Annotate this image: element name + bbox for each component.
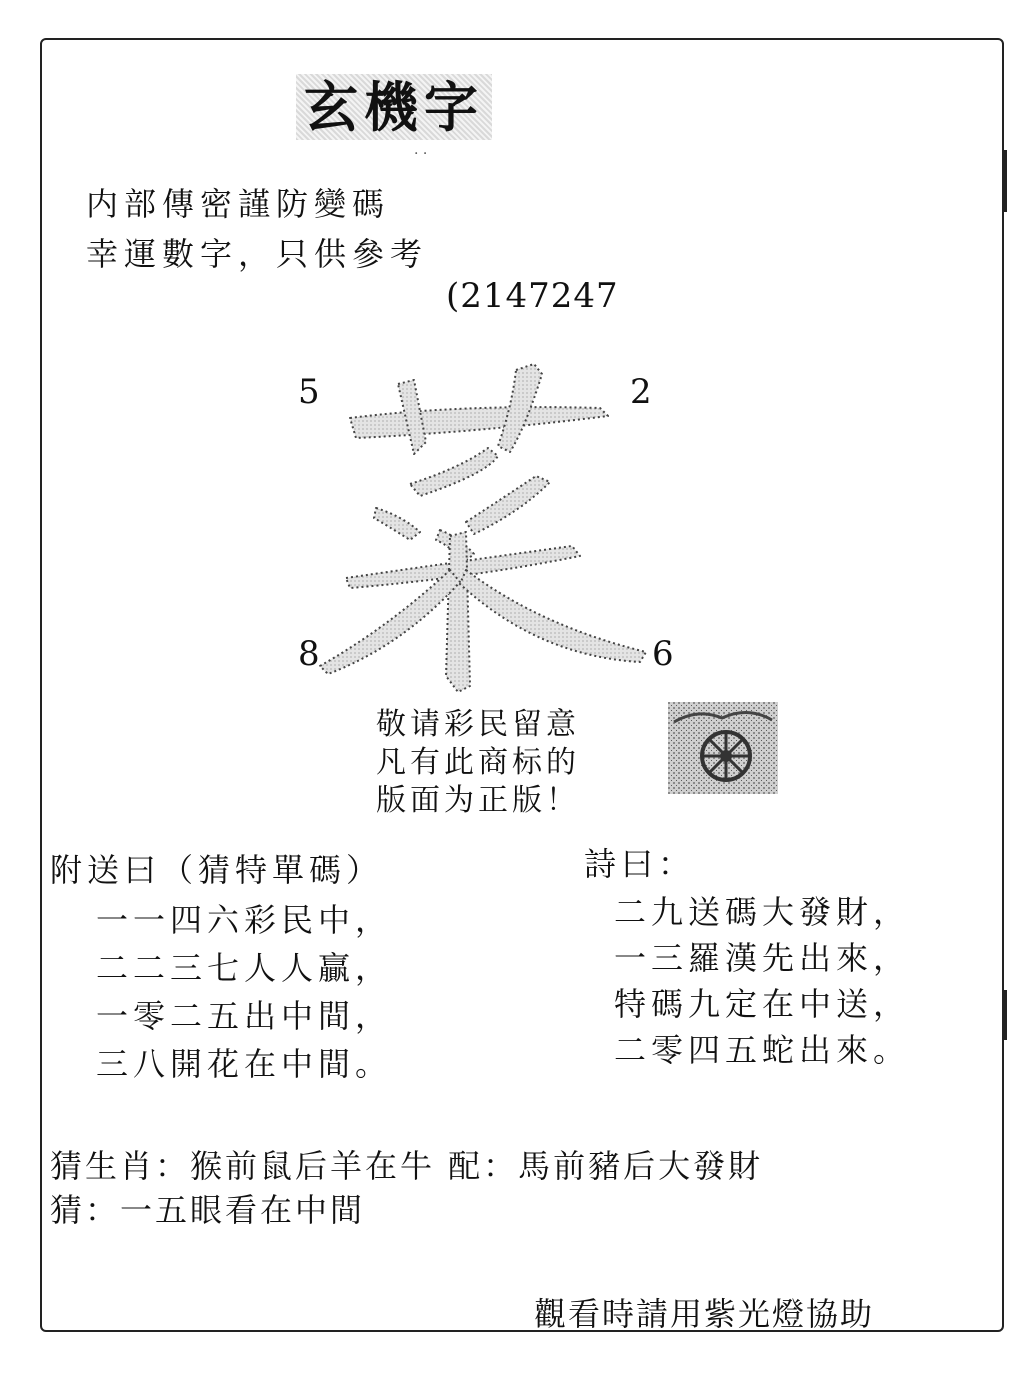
notice-line-3: 版面为正版！ [376,783,580,818]
right-poem-heading: 詩曰： [584,845,696,883]
right-poem-line-2: 一三羅漢先出來， [614,939,911,977]
corner-number-bottom-left: 8 [298,634,320,674]
code-number: (2147247 [446,276,619,316]
glyph-stroke [460,570,646,662]
header-line-1: 内部傳密謹防變碼 [86,185,391,223]
corner-number-top-right: 2 [630,372,652,412]
edge-mark [1004,150,1007,212]
notice-line-1: 敬请彩民留意 [376,707,580,742]
corner-number-bottom-right: 6 [652,634,674,674]
right-poem-line-4: 二零四五蛇出來。 [614,1031,911,1069]
glyph-stroke [446,532,470,692]
glyph-stroke [410,448,498,496]
center-glyph [310,356,680,696]
edge-mark [1004,990,1007,1040]
notice-line-2: 凡有此商标的 [376,745,580,780]
glyph-stroke [350,407,608,438]
footer-note: 觀看時請用紫光燈協助 [534,1295,875,1333]
header-line-2: 幸運數字，只供參考 [86,235,429,273]
title-dots: · · [414,146,428,162]
left-poem-line-4: 三八開花在中間。 [96,1045,393,1083]
left-poem-line-2: 二二三七人人贏， [96,949,393,987]
zodiac-line: 猜生肖：猴前鼠后羊在牛 配：馬前豬后大發財 [50,1147,764,1185]
glyph-stroke [466,476,550,534]
right-poem-line-3: 特碼九定在中送， [614,985,911,1023]
left-poem-line-1: 一一四六彩民中， [96,901,393,939]
guess-line: 猜：一五眼看在中間 [50,1191,366,1229]
left-poem-line-3: 一零二五出中間， [96,997,393,1035]
glyph-stroke [374,508,420,540]
right-poem-line-1: 二九送碼大發財， [614,893,911,931]
corner-number-top-left: 5 [298,372,320,412]
left-poem-heading: 附送曰（猜特單碼） [50,851,384,889]
glyph-stroke [320,570,460,674]
trademark-stamp-icon [668,702,778,794]
page-title: 玄機字 [296,74,492,140]
